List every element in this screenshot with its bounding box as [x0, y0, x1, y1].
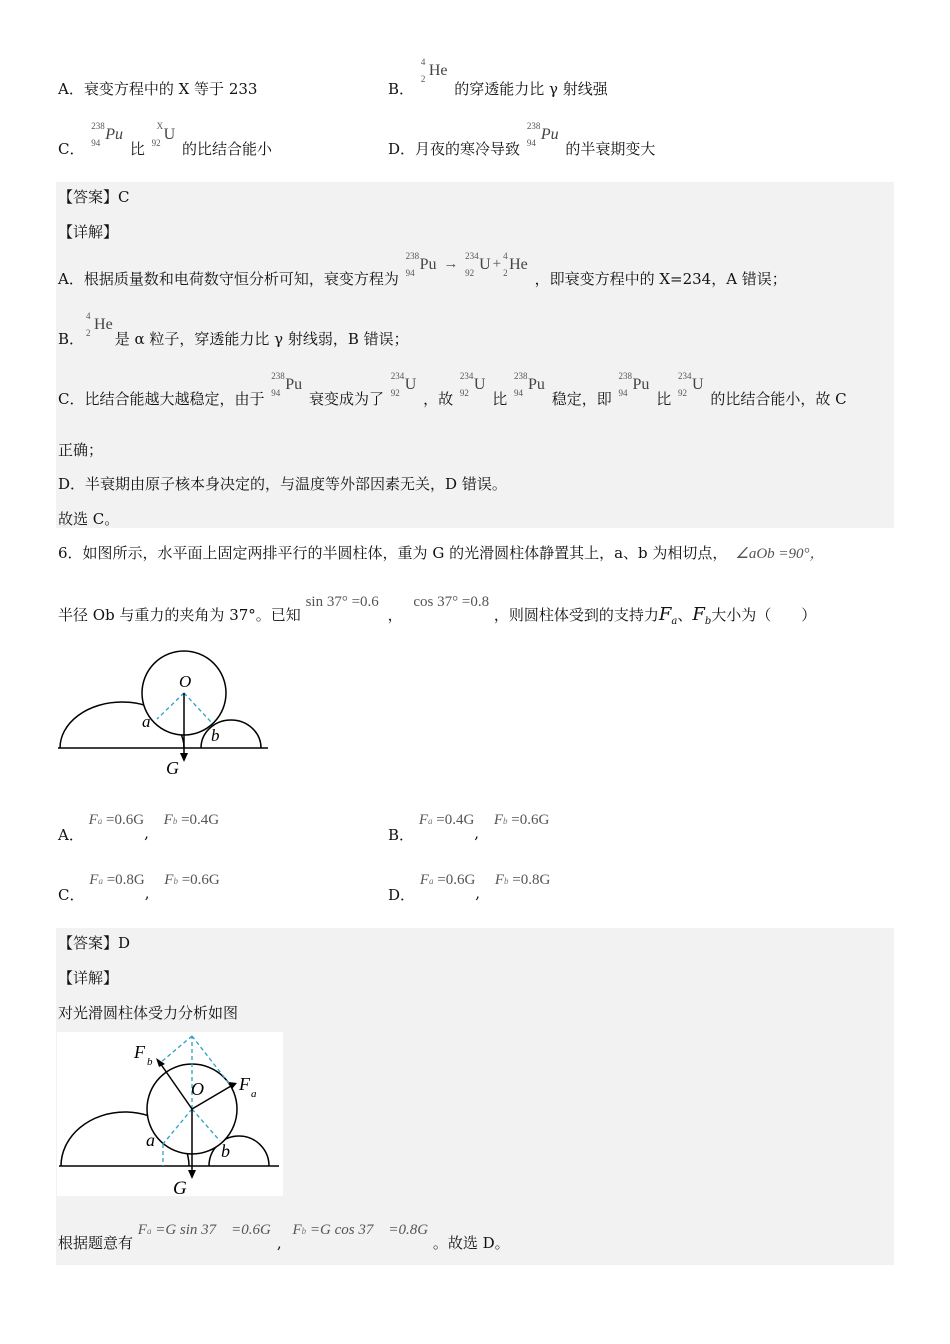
label-b: b — [211, 726, 220, 745]
q6-figure — [56, 645, 274, 780]
q6-answer: 【答案】D — [58, 934, 131, 952]
q6-option-a: A． Fa =0.6G, Fb =0.4G — [58, 812, 220, 844]
label-Fb: F — [134, 1042, 145, 1062]
q5-conclusion: 故选 C。 — [58, 510, 120, 528]
q5-option-d: D．月夜的寒冷导致 238 94 Pu 的半衰期变大 — [388, 120, 656, 158]
q6-final: 根据题意有 Fa =G sin 37 =0.6G, Fb =G cos 37 =0.8G 。故选 D。 — [58, 1222, 510, 1252]
q5-exp-a: A．根据质量数和电荷数守恒分析可知，衰变方程为 238 94 Pu → 234 92 U + 4 2 He ，即衰变方程中的 X=234，A 错误； — [58, 250, 787, 288]
label-G: G — [173, 1178, 187, 1196]
q5-exp-d: D．半衰期由原子核本身决定的，与温度等外部因素无关，D 错误。 — [58, 475, 507, 493]
svg-text:b: b — [147, 1056, 153, 1068]
he-nuclide: 4 2 He — [420, 56, 448, 84]
q5-detail-label: 【详解】 — [58, 223, 119, 241]
label-O: O — [191, 1079, 204, 1099]
force-diagram — [57, 1032, 283, 1196]
q6-option-d: D． Fa =0.6G, Fb =0.8G — [388, 872, 551, 904]
q5-option-c: C． 238 94 Pu 比 X 92 U 的比结合能小 — [58, 120, 272, 158]
q6-option-b: B． Fa =0.4G, Fb =0.6G — [388, 812, 550, 844]
q6-stem-line1: 6．如图所示，水平面上固定两排平行的半圆柱体，重为 G 的光滑圆柱体静置其上，a、b 为相切点， ∠aOb =90°， — [58, 544, 825, 562]
label-a: a — [142, 712, 151, 731]
q5-exp-c-cont: 正确； — [58, 441, 104, 459]
q5-answer: 【答案】C — [58, 188, 130, 206]
label-O: O — [179, 672, 192, 691]
q6-stem-line2: 半径 Ob 与重力的夹角为 37°。已知 sin 37° =0.6 ， cos 37° =0.8 ，则圆柱体受到的支持力$F_a$、$F_b$大小为（ ） — [58, 594, 817, 627]
label-a: a — [146, 1130, 155, 1150]
svg-text:a: a — [251, 1088, 257, 1100]
label-b: b — [221, 1141, 230, 1161]
q5-exp-c: C．比结合能越大越稳定，由于 238 94 Pu 衰变成为了 234 92 U ，故 234 92 U 比 238 94 Pu 稳定，即 238 94 Pu 比 234 92 U 的比结合能小，故 C — [58, 370, 847, 408]
q5-exp-b: B． 4 2 He是 α 粒子，穿透能力比 γ 射线弱，B 错误； — [58, 310, 409, 348]
label-G: G — [166, 758, 179, 778]
q5-option-a: A．衰变方程中的 X 等于 233 — [58, 80, 258, 98]
q6-analysis: 对光滑圆柱体受力分析如图 — [58, 1004, 239, 1022]
q6-detail-label: 【详解】 — [58, 969, 119, 987]
q5-option-b: B． 4 2 He 的穿透能力比 γ 射线强 — [388, 56, 608, 98]
q6-option-c: C． Fa =0.8G, Fb =0.6G — [58, 872, 220, 904]
label-Fa: F — [239, 1074, 250, 1094]
